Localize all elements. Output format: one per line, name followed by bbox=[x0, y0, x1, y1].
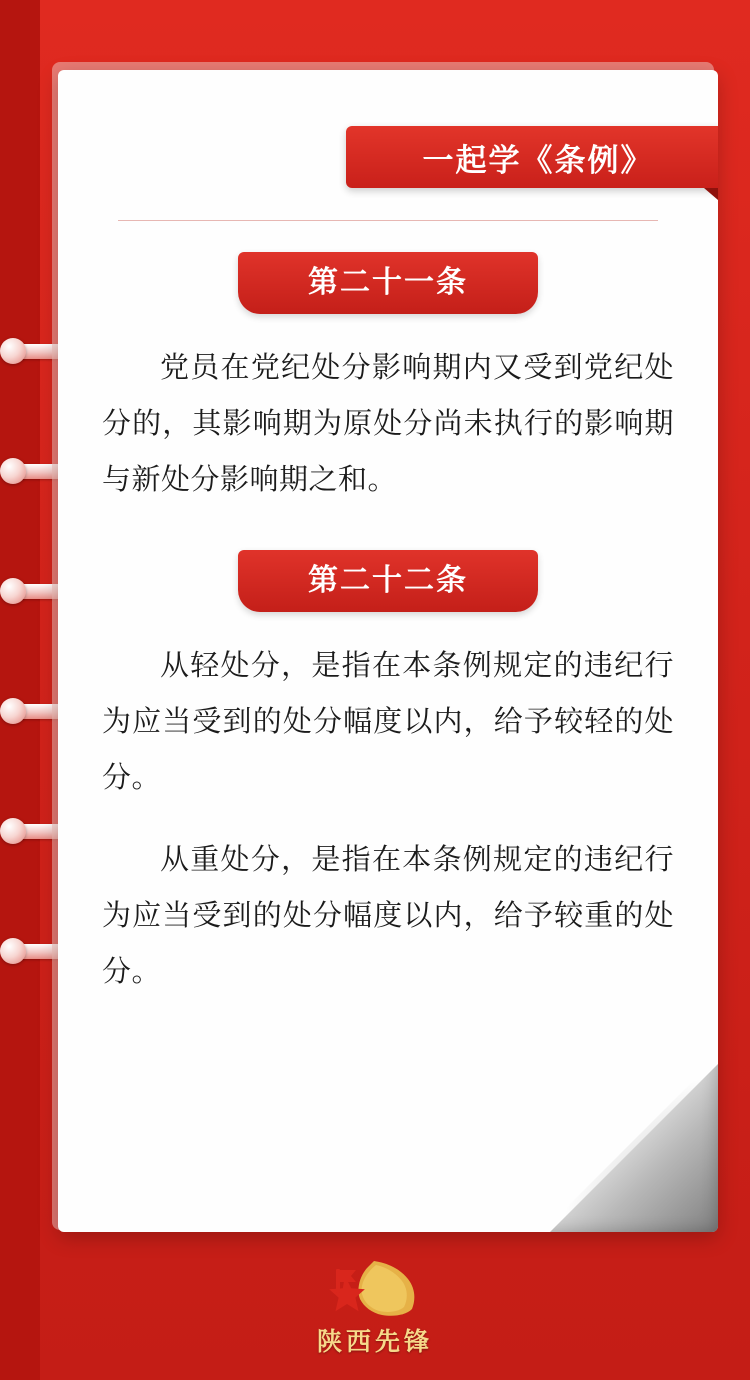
article-title-badge: 第二十二条 bbox=[238, 550, 538, 612]
binder-ring-cap-left bbox=[0, 818, 26, 844]
binder-ring-cap-left bbox=[0, 338, 26, 364]
header-ribbon: 一起学《条例》 bbox=[346, 126, 718, 188]
articles-container bbox=[58, 248, 718, 1000]
article-paragraph: 从重处分，是指在本条例规定的违纪行为应当受到的处分幅度以内，给予较重的处分。 bbox=[102, 844, 674, 988]
article-paragraph: 从轻处分，是指在本条例规定的违纪行为应当受到的处分幅度以内，给予较轻的处分。 bbox=[102, 650, 674, 794]
page-curl-icon bbox=[546, 1060, 718, 1232]
binder-ring-cap-left bbox=[0, 458, 26, 484]
binder-ring-cap-left bbox=[0, 938, 26, 964]
header-divider bbox=[118, 220, 658, 221]
binder-ring-cap-left bbox=[0, 698, 26, 724]
party-emblem-icon bbox=[315, 1256, 435, 1320]
page-card bbox=[58, 70, 718, 1232]
article-item bbox=[102, 252, 674, 508]
article-item bbox=[102, 550, 674, 1000]
binder-ring-cap-left bbox=[0, 578, 26, 604]
article-title-badge: 第二十一条 bbox=[238, 252, 538, 314]
footer-logo bbox=[0, 1256, 750, 1358]
footer-logo-text: 陕西先锋 bbox=[316, 1328, 433, 1356]
article-paragraph: 党员在党纪处分影响期内又受到党纪处分的，其影响期为原处分尚未执行的影响期与新处分影响期之和。 bbox=[102, 352, 674, 496]
header-ribbon-tail bbox=[704, 188, 718, 200]
